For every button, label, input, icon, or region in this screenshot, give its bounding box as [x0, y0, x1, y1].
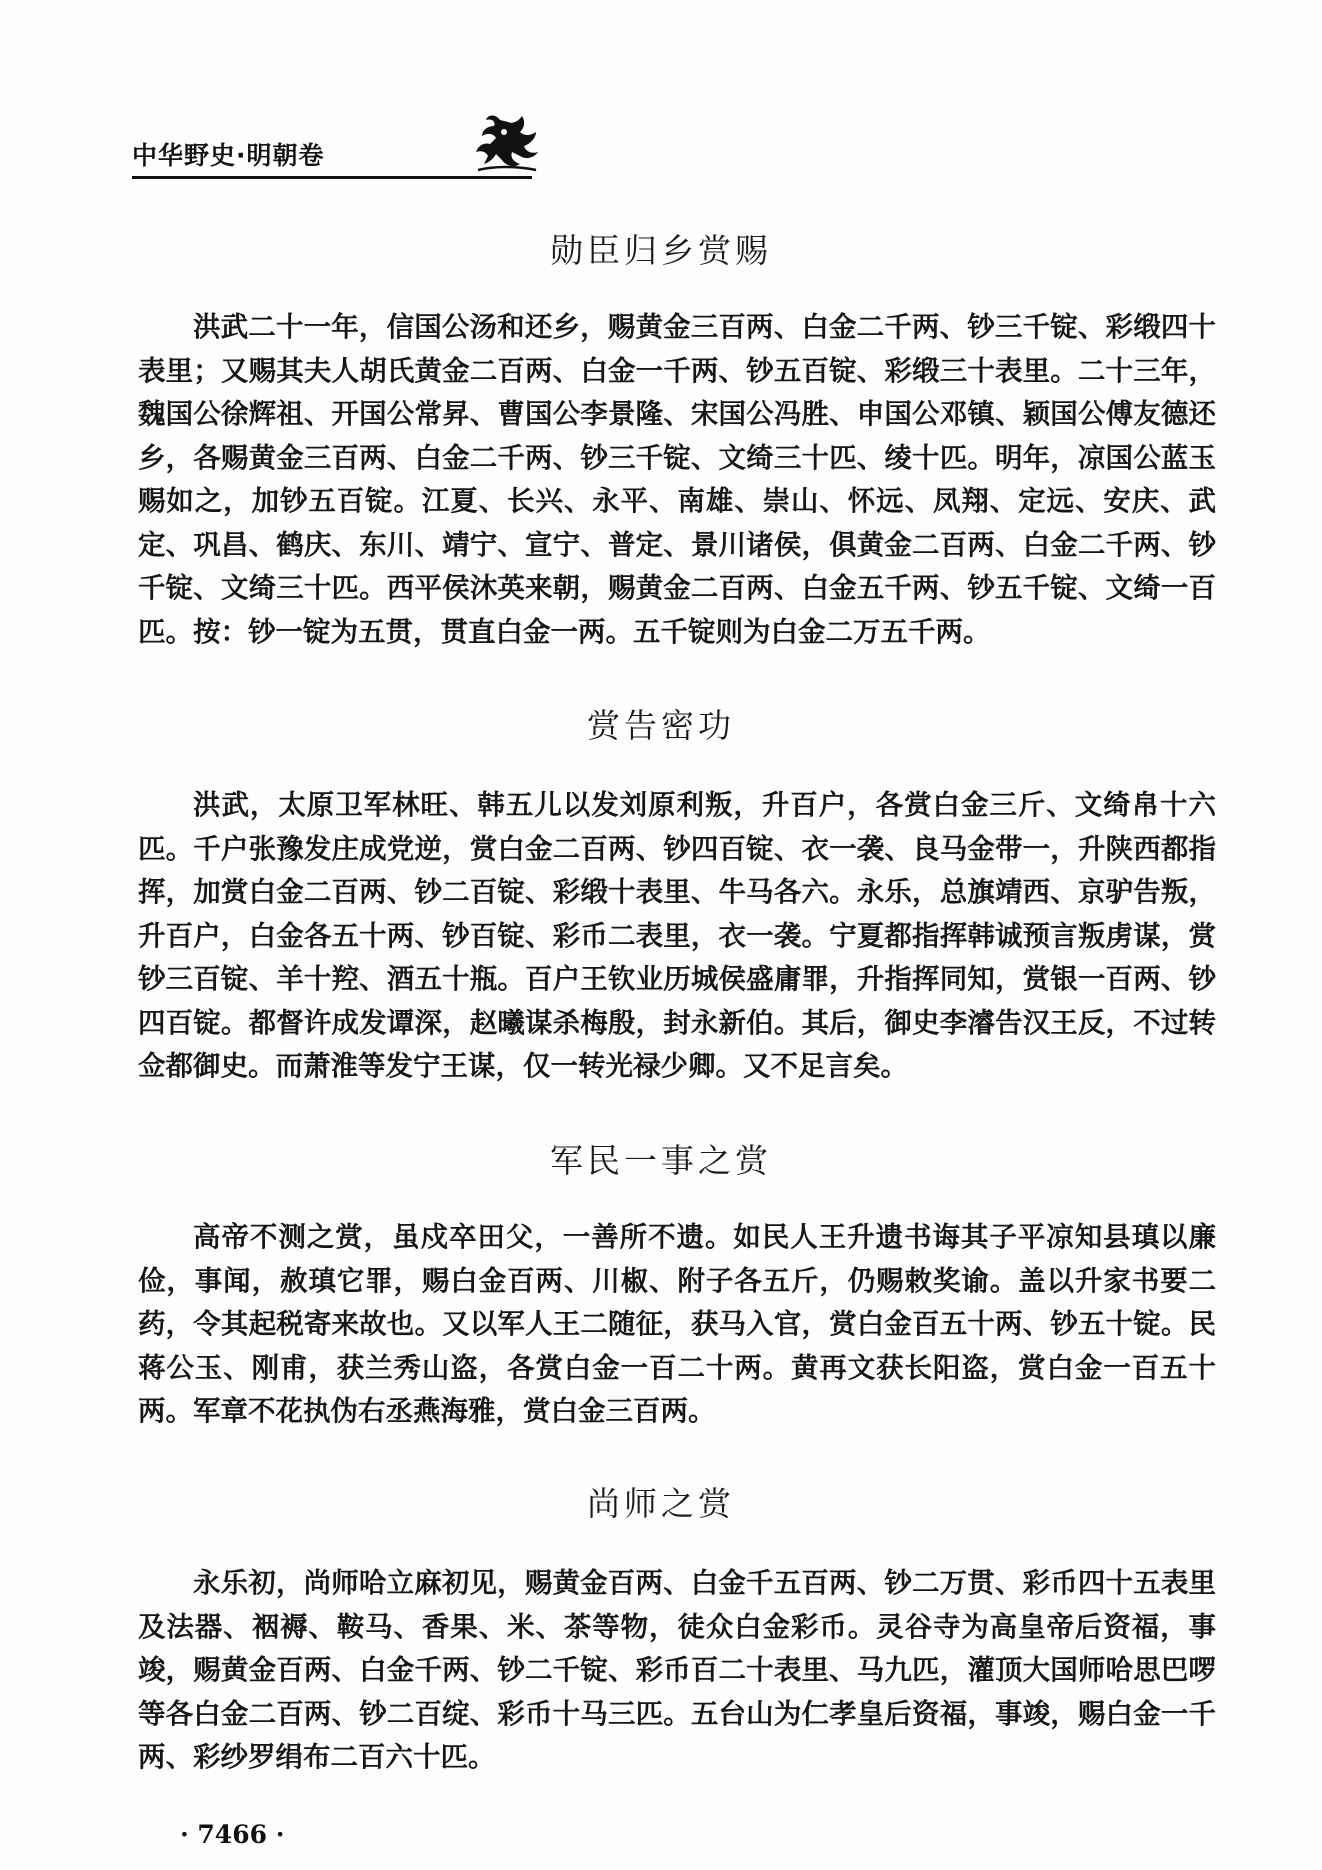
- section-title: 赏告密功: [587, 706, 735, 745]
- section-title: 勋臣归乡赏赐: [550, 231, 772, 270]
- dragon-emblem-icon: [470, 112, 544, 174]
- section-body: 永乐初，尚师哈立麻初见，赐黄金百两、白金千五百两、钞二万贯、彩币四十五表里及法器、裀褥、鞍马、香果、米、茶等物，徒众白金彩币。灵谷寺为高皇帝后资福，事竣，赐黄金百两、白金千两、钞二千锭、彩币百二十表里、马九匹，灌顶大国师哈思巴啰等各白金二百两、钞二百绽、彩币十马三匹。五台山为仁孝皇后资福，事竣，赐白金一千两、彩纱罗绢布二百六十匹。: [138, 1567, 1216, 1773]
- section-body: 洪武，太原卫军林旺、韩五儿以发刘原利叛，升百户，各赏白金三斤、文绮帛十六匹。千户张豫发庄成党逆，赏白金二百两、钞四百锭、衣一袭、良马金带一，升陕西都指挥，加赏白金二百两、钞二百锭、彩缎十表里、牛马各六。永乐，总旗靖西、京驴告叛，升百户，白金各五十两、钞百锭、彩币二表里，衣一袭。宁夏都指挥韩诚预言叛虏谋，赏钞三百锭、羊十羫、酒五十瓶。百户王钦业历城侯盛庸罪，升指挥同知，赏银一百两、钞四百锭。都督许成发谭深，赵曦谋杀梅殷，封永新伯。其后，御史李濬告汉王反，不过转佥都御史。而萧淮等发宁王谋，仅一转光禄少卿。又不足言矣。: [138, 789, 1216, 1082]
- section-body: 高帝不测之赏，虽戍卒田父，一善所不遗。如民人王升遗书诲其子平凉知县瑱以廉俭，事闻，赦瑱它罪，赐白金百两、川椒、附子各五斤，仍赐敕奖谕。盖以升家书要二药，令其起税寄来故也。又以军人王二随征，获马入官，赏白金百五十两、钞五十锭。民蒋公玉、刚甫，获兰秀山盗，各赏白金一百二十两。黄再文获长阳盗，赏白金一百五十两。军章不花执伪右丞燕海雅，赏白金三百两。: [138, 1221, 1216, 1427]
- book-title: 中华野史·明朝卷: [132, 141, 325, 170]
- header-rule: [132, 176, 532, 179]
- page-number: · 7466 ·: [180, 1820, 285, 1849]
- section-title: 尚师之赏: [587, 1484, 735, 1523]
- section-body: 洪武二十一年，信国公汤和还乡，赐黄金三百两、白金二千两、钞三千锭、彩缎四十表里；又赐其夫人胡氏黄金二百两、白金一千两、钞五百锭、彩缎三十表里。二十三年，魏国公徐辉祖、开国公常昇、曹国公李景隆、宋国公冯胜、申国公邓镇、颖国公傅友德还乡，各赐黄金三百两、白金二千两、钞三千锭、文绮三十匹、绫十匹。明年，凉国公蓝玉赐如之，加钞五百锭。江夏、长兴、永平、南雄、崇山、怀远、凤翔、定远、安庆、武定、巩昌、鹤庆、东川、靖宁、宣宁、普定、景川诸侯，俱黄金二百两、白金二千两、钞千锭、文绮三十匹。西平侯沐英来朝，赐黄金二百两、白金五千两、钞五千锭、文绮一百匹。按：钞一锭为五贯，贯直白金一两。五千锭则为白金二万五千两。: [138, 311, 1216, 648]
- section-title: 军民一事之赏: [550, 1141, 772, 1180]
